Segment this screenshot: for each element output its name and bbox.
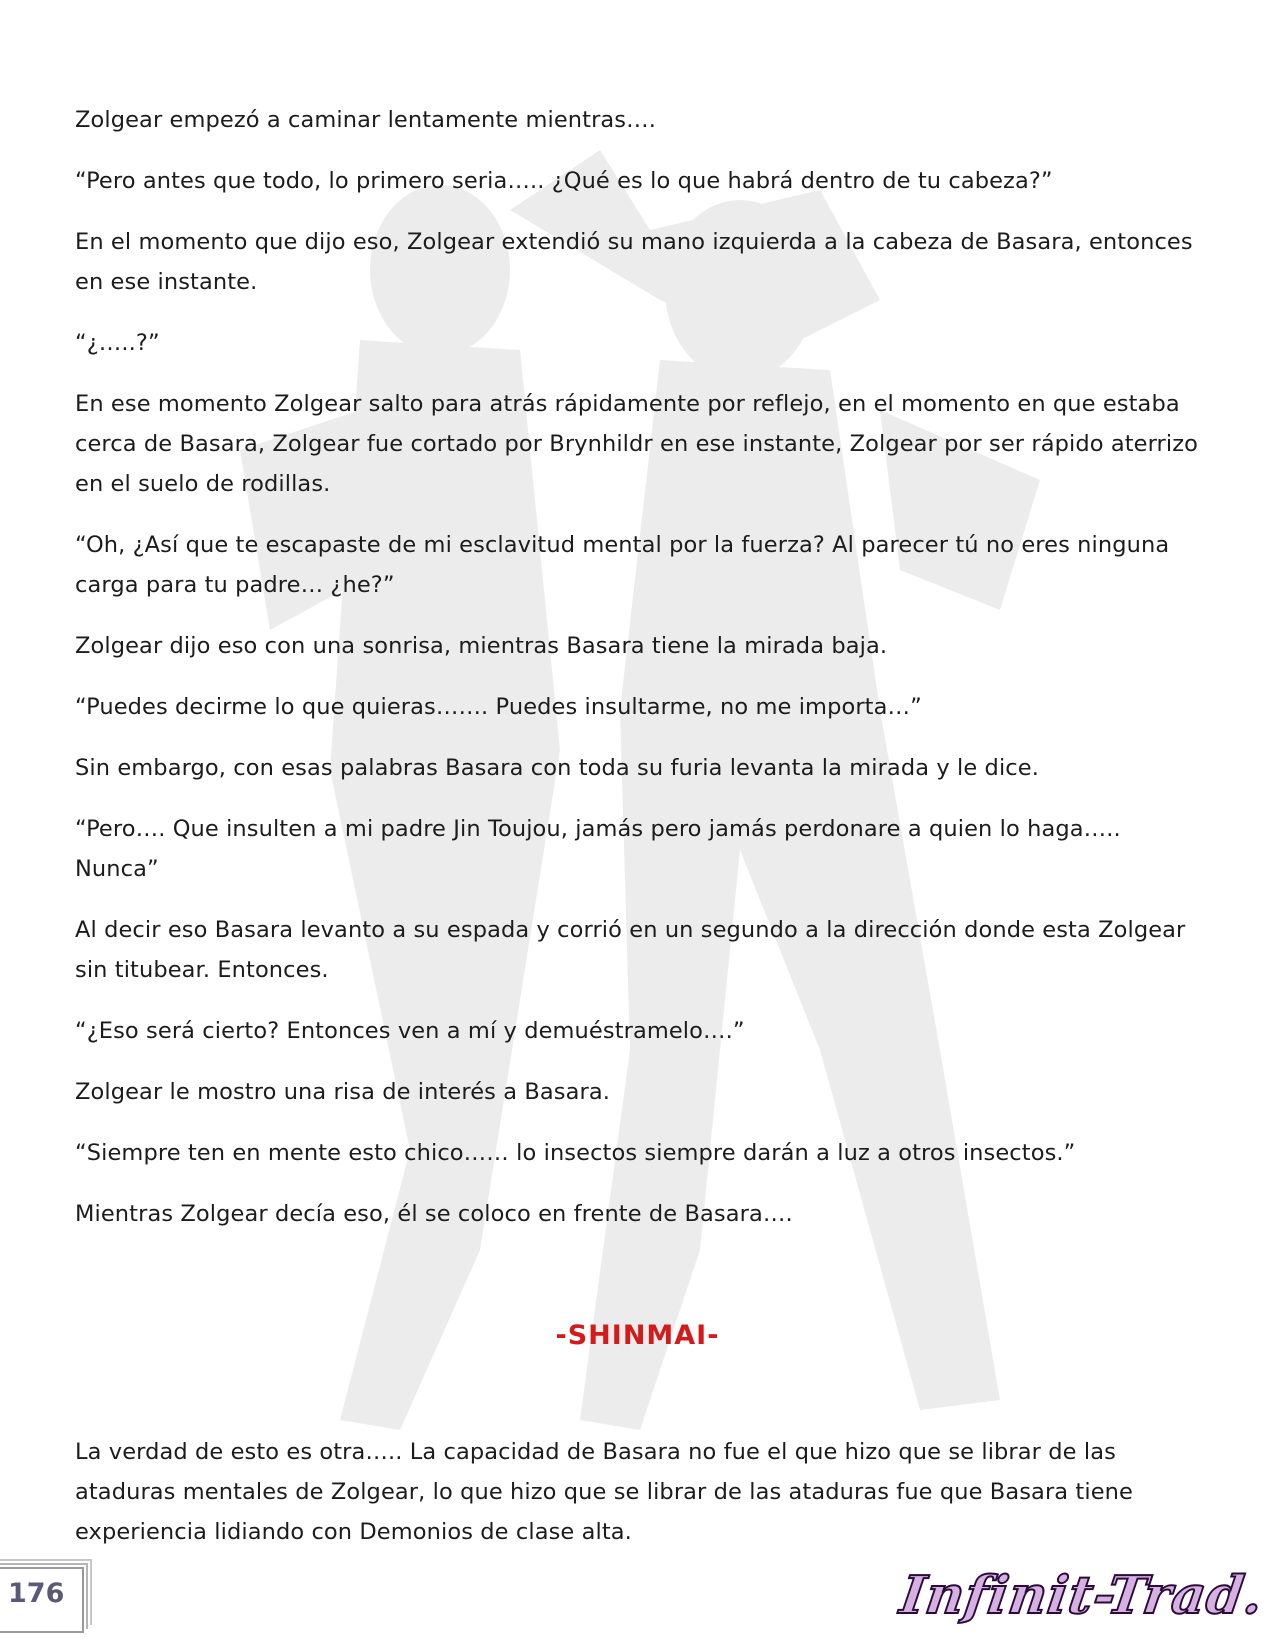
paragraph: Mientras Zolgear decía eso, él se coloco en frente de Basara…. bbox=[75, 1201, 793, 1227]
paragraph: Zolgear dijo eso con una sonrisa, mientras Basara tiene la mirada baja. bbox=[75, 633, 888, 659]
page-number: 176 bbox=[8, 1578, 65, 1609]
paragraph: “Puedes decirme lo que quieras……. Puedes insultarme, no me importa…” bbox=[75, 694, 922, 720]
paragraph: “Siempre ten en mente esto chico…… lo insectos siempre darán a luz a otros insectos.” bbox=[75, 1140, 1076, 1166]
paragraph: Al decir eso Basara levanto a su espada y corrió en un segundo a la dirección donde esta Zolgear sin titubear. Entonces. bbox=[75, 917, 1186, 983]
paragraph: Sin embargo, con esas palabras Basara con toda su furia levanta la mirada y le dice. bbox=[75, 755, 1039, 781]
paragraph: En el momento que dijo eso, Zolgear extendió su mano izquierda a la cabeza de Basara, entonces en ese instante. bbox=[75, 229, 1193, 295]
body-text bbox=[75, 100, 1205, 1255]
paragraph: Zolgear le mostro una risa de interés a Basara. bbox=[75, 1079, 611, 1105]
paragraph: Zolgear empezó a caminar lentamente mientras…. bbox=[75, 107, 656, 133]
paragraph: En ese momento Zolgear salto para atrás rápidamente por reflejo, en el momento en que estaba cerca de Basara, Zolgear fue cortado por Brynhildr en ese instante, Zolgear por ser rápido aterrizo en el suelo de rodillas. bbox=[75, 391, 1199, 497]
closing-text bbox=[75, 1432, 1205, 1573]
section-separator: -SHINMAI- bbox=[555, 1320, 720, 1351]
paragraph: La verdad de esto es otra….. La capacidad de Basara no fue el que hizo que se librar de las ataduras mentales de Zolgear, lo que hizo que se librar de las ataduras fue que Basara tiene experiencia lidiando con Demonios de clase alta. bbox=[75, 1439, 1133, 1545]
paragraph: “Oh, ¿Así que te escapaste de mi esclavitud mental por la fuerza? Al parecer tú no eres ninguna carga para tu padre… ¿he?” bbox=[75, 532, 1170, 598]
paragraph: “Pero…. Que insulten a mi padre Jin Toujou, jamás pero jamás perdonare a quien lo haga….. Nunca” bbox=[75, 816, 1121, 882]
paragraph: “¿…..?” bbox=[75, 330, 160, 356]
paragraph: “¿Eso será cierto? Entonces ven a mí y demuéstramelo….” bbox=[75, 1018, 745, 1044]
paragraph: “Pero antes que todo, lo primero seria….. ¿Qué es lo que habrá dentro de tu cabeza?” bbox=[75, 168, 1053, 194]
translator-logo: Infinit-Trad. bbox=[896, 1565, 1268, 1626]
